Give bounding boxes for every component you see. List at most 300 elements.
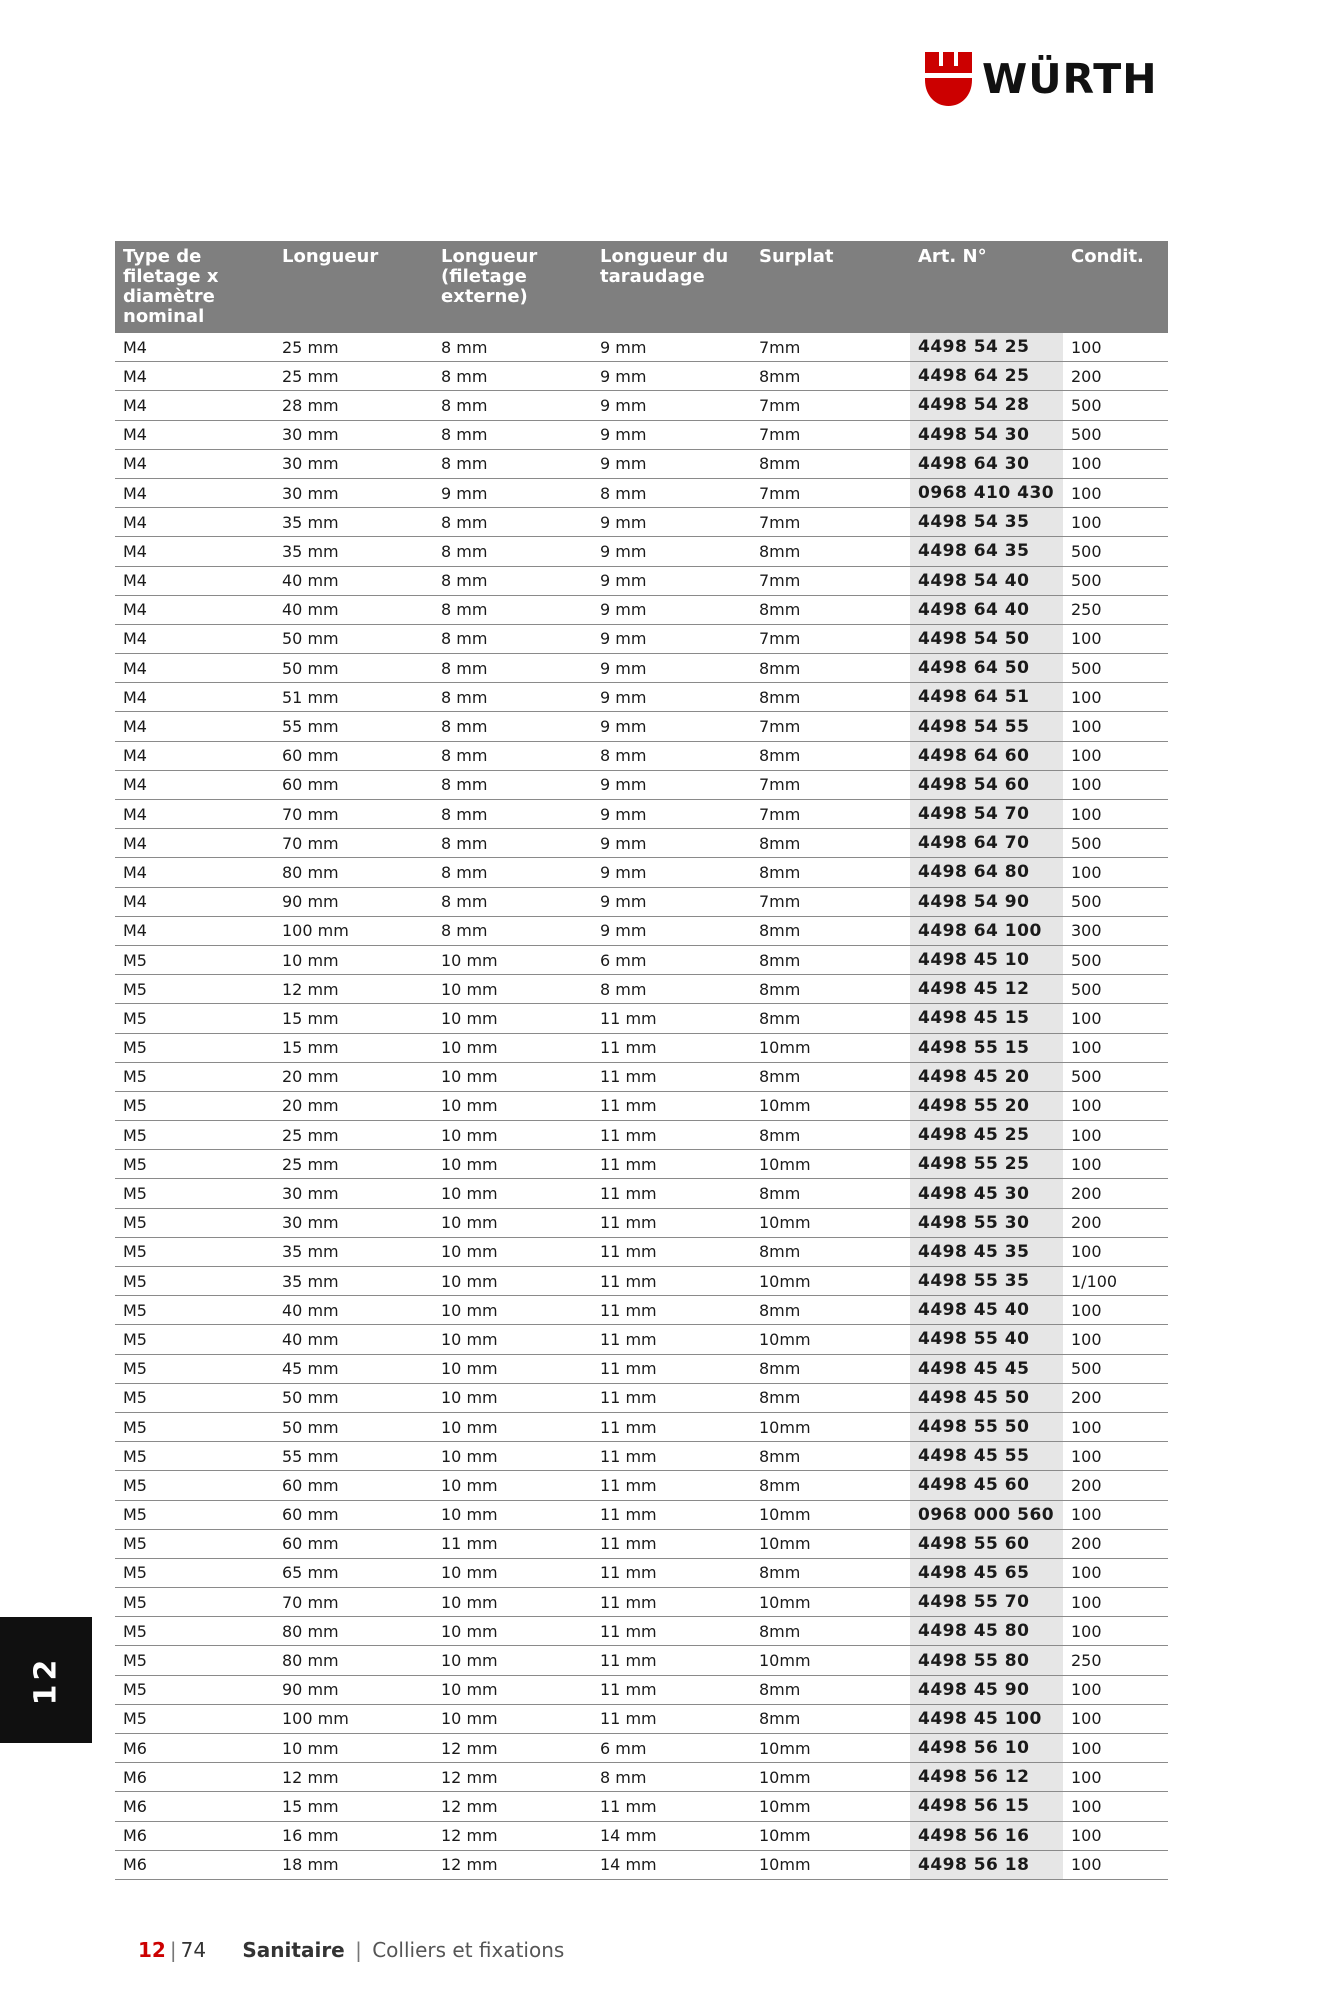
table-row [115, 1150, 1168, 1179]
cell-packaging: 100 [1071, 1096, 1102, 1116]
table-row [115, 712, 1168, 741]
cell-length: 20 mm [282, 1096, 339, 1116]
cell-packaging: 100 [1071, 483, 1102, 503]
table-row [115, 742, 1168, 771]
cell-tapping-length: 11 mm [600, 1796, 657, 1816]
cell-packaging: 100 [1071, 1008, 1102, 1028]
cell-article-number: 4498 55 20 [910, 1092, 1063, 1120]
table-row [115, 1384, 1168, 1413]
cell-thread-type: M4 [123, 629, 147, 649]
cell-packaging: 100 [1071, 1826, 1102, 1846]
cell-thread-type: M4 [123, 775, 147, 795]
cell-tapping-length: 9 mm [600, 921, 647, 941]
cell-tapping-length: 6 mm [600, 950, 647, 970]
table-row [115, 1646, 1168, 1675]
table-row [115, 1355, 1168, 1384]
table-row [115, 1267, 1168, 1296]
table-row [115, 1588, 1168, 1617]
cell-article-number: 4498 64 25 [910, 362, 1063, 390]
cell-external-thread-length: 10 mm [441, 1388, 498, 1408]
cell-article-number: 4498 56 16 [910, 1822, 1063, 1850]
cell-thread-type: M4 [123, 687, 147, 707]
cell-article-number: 4498 54 30 [910, 421, 1063, 449]
cell-article-number: 4498 64 51 [910, 683, 1063, 711]
cell-article-number: 4498 54 35 [910, 508, 1063, 536]
cell-length: 55 mm [282, 717, 339, 737]
cell-tapping-length: 11 mm [600, 1300, 657, 1320]
cell-thread-type: M4 [123, 571, 147, 591]
cell-external-thread-length: 8 mm [441, 454, 488, 474]
table-row [115, 771, 1168, 800]
footer-chapter: 12 [138, 1938, 166, 1962]
cell-tapping-length: 11 mm [600, 1329, 657, 1349]
footer-subsection: Colliers et fixations [372, 1938, 565, 1962]
cell-packaging: 500 [1071, 979, 1102, 999]
cell-across-flats: 10mm [759, 1534, 811, 1554]
cell-across-flats: 8mm [759, 1621, 801, 1641]
cell-across-flats: 8mm [759, 950, 801, 970]
cell-article-number: 4498 45 40 [910, 1296, 1063, 1324]
cell-packaging: 100 [1071, 1563, 1102, 1583]
cell-length: 50 mm [282, 658, 339, 678]
cell-tapping-length: 8 mm [600, 979, 647, 999]
table-row [115, 479, 1168, 508]
cell-across-flats: 8mm [759, 1709, 801, 1729]
cell-across-flats: 10mm [759, 1826, 811, 1846]
cell-tapping-length: 9 mm [600, 687, 647, 707]
header-across-flats: Surplat [759, 246, 834, 267]
header-article-number: Art. N° [918, 246, 987, 267]
table-row [115, 1004, 1168, 1033]
table-row [115, 1296, 1168, 1325]
cell-thread-type: M5 [123, 1038, 147, 1058]
table-row [115, 1238, 1168, 1267]
cell-packaging: 200 [1071, 1534, 1102, 1554]
cell-length: 40 mm [282, 600, 339, 620]
cell-article-number: 4498 55 30 [910, 1209, 1063, 1237]
table-row [115, 1179, 1168, 1208]
cell-external-thread-length: 12 mm [441, 1826, 498, 1846]
cell-packaging: 200 [1071, 1475, 1102, 1495]
cell-tapping-length: 9 mm [600, 833, 647, 853]
cell-thread-type: M4 [123, 833, 147, 853]
cell-tapping-length: 9 mm [600, 541, 647, 561]
cell-thread-type: M5 [123, 1417, 147, 1437]
cell-thread-type: M5 [123, 1125, 147, 1145]
cell-tapping-length: 11 mm [600, 1125, 657, 1145]
cell-across-flats: 8mm [759, 1184, 801, 1204]
cell-length: 90 mm [282, 892, 339, 912]
cell-across-flats: 8mm [759, 1446, 801, 1466]
cell-article-number: 0968 000 560 [910, 1501, 1063, 1529]
cell-thread-type: M5 [123, 1563, 147, 1583]
cell-external-thread-length: 8 mm [441, 629, 488, 649]
cell-external-thread-length: 12 mm [441, 1796, 498, 1816]
cell-external-thread-length: 10 mm [441, 1096, 498, 1116]
table-row [115, 654, 1168, 683]
cell-length: 40 mm [282, 571, 339, 591]
cell-article-number: 4498 55 50 [910, 1413, 1063, 1441]
cell-across-flats: 7mm [759, 775, 801, 795]
cell-across-flats: 10mm [759, 1271, 811, 1291]
table-row [115, 1617, 1168, 1646]
cell-packaging: 500 [1071, 541, 1102, 561]
cell-across-flats: 8mm [759, 600, 801, 620]
cell-thread-type: M4 [123, 717, 147, 737]
table-row [115, 1530, 1168, 1559]
cell-tapping-length: 9 mm [600, 862, 647, 882]
cell-external-thread-length: 10 mm [441, 1213, 498, 1233]
cell-tapping-length: 11 mm [600, 1008, 657, 1028]
cell-length: 30 mm [282, 483, 339, 503]
brand-name: WÜRTH [982, 55, 1158, 103]
cell-external-thread-length: 10 mm [441, 1329, 498, 1349]
table-row [115, 975, 1168, 1004]
cell-across-flats: 8mm [759, 921, 801, 941]
cell-article-number: 4498 64 100 [910, 917, 1063, 945]
cell-across-flats: 10mm [759, 1213, 811, 1233]
cell-external-thread-length: 12 mm [441, 1855, 498, 1875]
cell-across-flats: 10mm [759, 1855, 811, 1875]
cell-external-thread-length: 10 mm [441, 950, 498, 970]
cell-length: 60 mm [282, 1475, 339, 1495]
cell-length: 18 mm [282, 1855, 339, 1875]
cell-external-thread-length: 9 mm [441, 483, 488, 503]
cell-across-flats: 8mm [759, 1125, 801, 1145]
cell-across-flats: 8mm [759, 862, 801, 882]
cell-length: 50 mm [282, 1417, 339, 1437]
cell-thread-type: M5 [123, 1271, 147, 1291]
cell-packaging: 100 [1071, 746, 1102, 766]
table-row [115, 1325, 1168, 1354]
cell-external-thread-length: 10 mm [441, 1154, 498, 1174]
cell-length: 80 mm [282, 1651, 339, 1671]
cell-length: 16 mm [282, 1826, 339, 1846]
cell-article-number: 4498 54 55 [910, 712, 1063, 740]
cell-thread-type: M5 [123, 1096, 147, 1116]
cell-packaging: 500 [1071, 1359, 1102, 1379]
cell-thread-type: M4 [123, 541, 147, 561]
cell-article-number: 4498 45 100 [910, 1705, 1063, 1733]
cell-thread-type: M6 [123, 1738, 147, 1758]
cell-tapping-length: 6 mm [600, 1738, 647, 1758]
cell-thread-type: M5 [123, 1534, 147, 1554]
cell-across-flats: 7mm [759, 337, 801, 357]
table-row [115, 1676, 1168, 1705]
cell-tapping-length: 11 mm [600, 1067, 657, 1087]
cell-external-thread-length: 10 mm [441, 1417, 498, 1437]
cell-tapping-length: 11 mm [600, 1505, 657, 1525]
cell-thread-type: M5 [123, 1329, 147, 1349]
cell-tapping-length: 11 mm [600, 1417, 657, 1437]
table-row [115, 450, 1168, 479]
cell-external-thread-length: 10 mm [441, 1300, 498, 1320]
header-thread-type: Type de filetage x diamètre nominal [123, 246, 219, 327]
cell-external-thread-length: 10 mm [441, 1008, 498, 1028]
cell-article-number: 4498 45 90 [910, 1676, 1063, 1704]
cell-external-thread-length: 8 mm [441, 775, 488, 795]
table-row [115, 1034, 1168, 1063]
cell-thread-type: M4 [123, 921, 147, 941]
cell-thread-type: M4 [123, 892, 147, 912]
cell-external-thread-length: 10 mm [441, 979, 498, 999]
cell-length: 65 mm [282, 1563, 339, 1583]
cell-length: 25 mm [282, 337, 339, 357]
cell-article-number: 4498 56 12 [910, 1763, 1063, 1791]
cell-external-thread-length: 10 mm [441, 1067, 498, 1087]
cell-packaging: 200 [1071, 1213, 1102, 1233]
cell-tapping-length: 11 mm [600, 1621, 657, 1641]
footer-separator-2: | [355, 1938, 362, 1962]
cell-tapping-length: 11 mm [600, 1359, 657, 1379]
cell-length: 15 mm [282, 1008, 339, 1028]
cell-packaging: 100 [1071, 1125, 1102, 1145]
cell-length: 15 mm [282, 1038, 339, 1058]
table-row [115, 858, 1168, 887]
cell-tapping-length: 9 mm [600, 571, 647, 591]
cell-article-number: 4498 55 15 [910, 1034, 1063, 1062]
cell-across-flats: 8mm [759, 658, 801, 678]
cell-article-number: 4498 64 70 [910, 829, 1063, 857]
cell-article-number: 4498 54 40 [910, 567, 1063, 595]
cell-length: 60 mm [282, 1534, 339, 1554]
cell-across-flats: 8mm [759, 833, 801, 853]
cell-thread-type: M5 [123, 979, 147, 999]
cell-external-thread-length: 11 mm [441, 1534, 498, 1554]
cell-tapping-length: 11 mm [600, 1680, 657, 1700]
cell-length: 20 mm [282, 1067, 339, 1087]
cell-article-number: 4498 45 35 [910, 1238, 1063, 1266]
cell-tapping-length: 11 mm [600, 1709, 657, 1729]
cell-article-number: 4498 54 25 [910, 333, 1063, 361]
cell-length: 40 mm [282, 1329, 339, 1349]
table-row [115, 1092, 1168, 1121]
cell-packaging: 100 [1071, 512, 1102, 532]
cell-across-flats: 8mm [759, 366, 801, 386]
cell-packaging: 100 [1071, 1621, 1102, 1641]
cell-length: 50 mm [282, 629, 339, 649]
cell-article-number: 4498 64 40 [910, 596, 1063, 624]
cell-across-flats: 10mm [759, 1417, 811, 1437]
cell-length: 51 mm [282, 687, 339, 707]
cell-thread-type: M5 [123, 1300, 147, 1320]
cell-across-flats: 7mm [759, 804, 801, 824]
cell-tapping-length: 9 mm [600, 425, 647, 445]
cell-thread-type: M4 [123, 483, 147, 503]
cell-across-flats: 7mm [759, 629, 801, 649]
table-row [115, 391, 1168, 420]
cell-across-flats: 8mm [759, 746, 801, 766]
cell-tapping-length: 9 mm [600, 658, 647, 678]
cell-packaging: 100 [1071, 1446, 1102, 1466]
table-row [115, 1559, 1168, 1588]
cell-tapping-length: 11 mm [600, 1184, 657, 1204]
table-body [115, 333, 1168, 1880]
cell-across-flats: 7mm [759, 425, 801, 445]
cell-article-number: 4498 54 70 [910, 800, 1063, 828]
table-row [115, 1763, 1168, 1792]
cell-article-number: 4498 45 30 [910, 1179, 1063, 1207]
cell-thread-type: M5 [123, 1446, 147, 1466]
cell-across-flats: 10mm [759, 1592, 811, 1612]
cell-length: 35 mm [282, 512, 339, 532]
table-row [115, 888, 1168, 917]
cell-tapping-length: 11 mm [600, 1154, 657, 1174]
cell-article-number: 4498 54 60 [910, 771, 1063, 799]
cell-tapping-length: 11 mm [600, 1592, 657, 1612]
cell-external-thread-length: 8 mm [441, 717, 488, 737]
cell-across-flats: 8mm [759, 1475, 801, 1495]
cell-thread-type: M4 [123, 746, 147, 766]
cell-article-number: 4498 55 80 [910, 1646, 1063, 1674]
cell-across-flats: 8mm [759, 1300, 801, 1320]
cell-across-flats: 10mm [759, 1038, 811, 1058]
cell-article-number: 4498 64 50 [910, 654, 1063, 682]
header-packaging: Condit. [1071, 246, 1144, 267]
cell-external-thread-length: 8 mm [441, 892, 488, 912]
cell-tapping-length: 11 mm [600, 1388, 657, 1408]
cell-across-flats: 8mm [759, 1008, 801, 1028]
table-row [115, 1471, 1168, 1500]
footer-separator: | [169, 1938, 177, 1962]
cell-article-number: 4498 56 15 [910, 1792, 1063, 1820]
cell-packaging: 500 [1071, 395, 1102, 415]
cell-tapping-length: 11 mm [600, 1651, 657, 1671]
table-row [115, 596, 1168, 625]
cell-packaging: 500 [1071, 892, 1102, 912]
cell-article-number: 4498 64 60 [910, 742, 1063, 770]
cell-article-number: 4498 45 60 [910, 1471, 1063, 1499]
cell-external-thread-length: 10 mm [441, 1563, 498, 1583]
cell-thread-type: M5 [123, 1475, 147, 1495]
cell-thread-type: M6 [123, 1767, 147, 1787]
cell-across-flats: 10mm [759, 1505, 811, 1525]
cell-external-thread-length: 10 mm [441, 1621, 498, 1641]
table-row [115, 1209, 1168, 1238]
cell-length: 30 mm [282, 1184, 339, 1204]
cell-length: 70 mm [282, 833, 339, 853]
cell-thread-type: M6 [123, 1826, 147, 1846]
cell-across-flats: 7mm [759, 571, 801, 591]
cell-tapping-length: 11 mm [600, 1242, 657, 1262]
footer-page-number: 74 [180, 1938, 207, 1962]
cell-length: 10 mm [282, 1738, 339, 1758]
cell-packaging: 100 [1071, 1680, 1102, 1700]
cell-length: 35 mm [282, 1242, 339, 1262]
cell-article-number: 4498 54 50 [910, 625, 1063, 653]
product-table [115, 241, 1168, 1880]
cell-article-number: 4498 64 35 [910, 537, 1063, 565]
cell-across-flats: 8mm [759, 1388, 801, 1408]
cell-article-number: 4498 45 20 [910, 1063, 1063, 1091]
cell-packaging: 100 [1071, 1855, 1102, 1875]
cell-length: 55 mm [282, 1446, 339, 1466]
table-row [115, 1063, 1168, 1092]
table-row [115, 683, 1168, 712]
cell-external-thread-length: 10 mm [441, 1709, 498, 1729]
header-length: Longueur [282, 246, 379, 267]
cell-across-flats: 8mm [759, 1680, 801, 1700]
cell-tapping-length: 9 mm [600, 717, 647, 737]
cell-article-number: 4498 45 15 [910, 1004, 1063, 1032]
cell-across-flats: 7mm [759, 717, 801, 737]
cell-length: 30 mm [282, 425, 339, 445]
cell-thread-type: M5 [123, 1709, 147, 1729]
cell-article-number: 4498 45 80 [910, 1617, 1063, 1645]
cell-article-number: 4498 45 45 [910, 1355, 1063, 1383]
footer-section: Sanitaire [242, 1938, 345, 1962]
table-row [115, 1705, 1168, 1734]
cell-external-thread-length: 8 mm [441, 366, 488, 386]
cell-length: 35 mm [282, 1271, 339, 1291]
cell-tapping-length: 8 mm [600, 746, 647, 766]
cell-length: 90 mm [282, 1680, 339, 1700]
cell-thread-type: M5 [123, 1651, 147, 1671]
cell-thread-type: M4 [123, 454, 147, 474]
cell-tapping-length: 11 mm [600, 1475, 657, 1495]
cell-tapping-length: 9 mm [600, 804, 647, 824]
cell-external-thread-length: 8 mm [441, 658, 488, 678]
cell-packaging: 100 [1071, 1592, 1102, 1612]
cell-packaging: 100 [1071, 1767, 1102, 1787]
cell-packaging: 300 [1071, 921, 1102, 941]
cell-external-thread-length: 10 mm [441, 1505, 498, 1525]
cell-packaging: 100 [1071, 804, 1102, 824]
cell-external-thread-length: 8 mm [441, 921, 488, 941]
cell-external-thread-length: 8 mm [441, 746, 488, 766]
table-row [115, 537, 1168, 566]
cell-across-flats: 10mm [759, 1796, 811, 1816]
cell-article-number: 4498 45 65 [910, 1559, 1063, 1587]
cell-length: 30 mm [282, 1213, 339, 1233]
cell-thread-type: M5 [123, 1680, 147, 1700]
cell-length: 25 mm [282, 1125, 339, 1145]
cell-packaging: 100 [1071, 1738, 1102, 1758]
cell-article-number: 4498 45 10 [910, 946, 1063, 974]
cell-packaging: 100 [1071, 862, 1102, 882]
cell-external-thread-length: 8 mm [441, 337, 488, 357]
cell-packaging: 1/100 [1071, 1271, 1118, 1291]
cell-across-flats: 8mm [759, 541, 801, 561]
cell-thread-type: M5 [123, 1592, 147, 1612]
cell-across-flats: 10mm [759, 1096, 811, 1116]
cell-packaging: 200 [1071, 366, 1102, 386]
cell-packaging: 100 [1071, 337, 1102, 357]
cell-packaging: 100 [1071, 454, 1102, 474]
cell-length: 35 mm [282, 541, 339, 561]
cell-external-thread-length: 8 mm [441, 571, 488, 591]
cell-tapping-length: 14 mm [600, 1855, 657, 1875]
cell-length: 45 mm [282, 1359, 339, 1379]
table-row [115, 829, 1168, 858]
cell-external-thread-length: 8 mm [441, 512, 488, 532]
cell-packaging: 100 [1071, 1300, 1102, 1320]
cell-tapping-length: 11 mm [600, 1563, 657, 1583]
cell-external-thread-length: 10 mm [441, 1446, 498, 1466]
cell-packaging: 100 [1071, 1417, 1102, 1437]
cell-tapping-length: 11 mm [600, 1038, 657, 1058]
cell-tapping-length: 9 mm [600, 600, 647, 620]
cell-length: 70 mm [282, 1592, 339, 1612]
cell-tapping-length: 9 mm [600, 454, 647, 474]
cell-article-number: 4498 55 25 [910, 1150, 1063, 1178]
table-row [115, 1792, 1168, 1821]
table-row [115, 625, 1168, 654]
cell-length: 28 mm [282, 395, 339, 415]
cell-external-thread-length: 10 mm [441, 1592, 498, 1612]
cell-thread-type: M4 [123, 658, 147, 678]
cell-tapping-length: 9 mm [600, 337, 647, 357]
